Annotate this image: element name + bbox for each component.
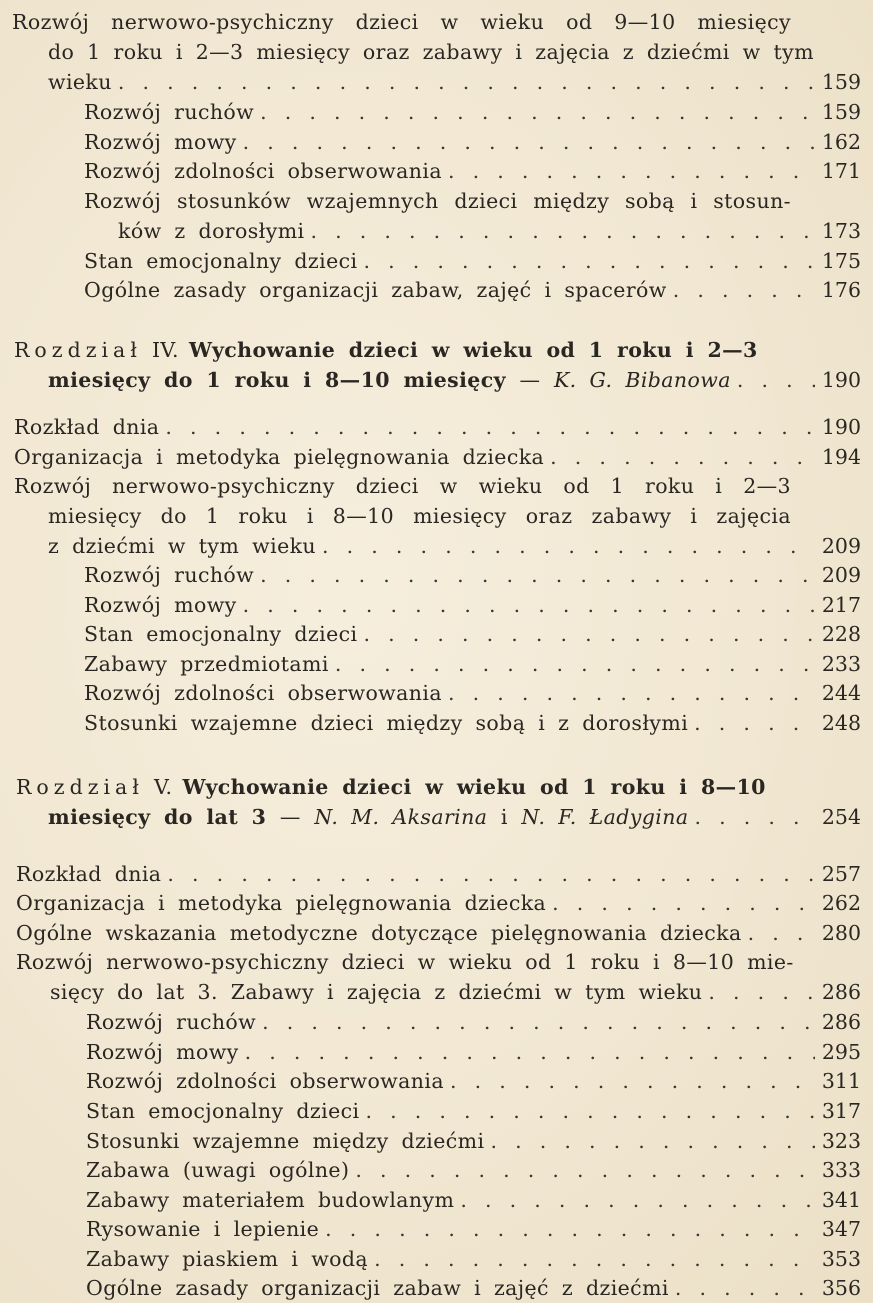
- toc-entry-text: Ogólne zasady organizacji zabaw, zajęć i spacerów: [84, 278, 667, 302]
- dot-leader: [702, 977, 815, 1007]
- chapter-heading[interactable]: [0, 335, 873, 395]
- chapter-number: IV.: [151, 338, 179, 362]
- toc-entry-text: Stosunki wzajemne między dziećmi: [86, 1129, 485, 1153]
- dash: —: [279, 805, 301, 829]
- toc-entry-text: Stan emocjonalny dzieci: [86, 1099, 360, 1123]
- page-number: 295: [821, 1040, 861, 1064]
- page-number: 257: [821, 862, 861, 886]
- dot-leader: [254, 97, 815, 127]
- chapter-label: Rozdział: [16, 775, 144, 799]
- page-number: 194: [821, 445, 861, 469]
- dot-leader: [442, 678, 815, 708]
- chapter-title-line: [48, 365, 731, 395]
- dot-leader: [349, 1155, 815, 1185]
- chapter-label: Rozdział: [14, 338, 142, 362]
- toc-entry-text: Rozkład dnia: [16, 862, 162, 886]
- page-number: 190: [821, 415, 861, 439]
- chapter-title: Wychowanie dzieci w wieku od 1 roku i 2—3: [188, 338, 758, 362]
- dot-leader: [731, 365, 815, 395]
- toc-entry-text: Zabawy piaskiem i wodą: [86, 1247, 369, 1271]
- chapter-authors: N. M. Aksarina: [314, 805, 488, 829]
- toc-entry[interactable]: [0, 412, 873, 442]
- toc-entry-text: Rysowanie i lepienie: [86, 1217, 320, 1241]
- dot-leader: [359, 1096, 815, 1126]
- toc-entry[interactable]: [0, 471, 873, 561]
- dash: —: [519, 368, 541, 392]
- dot-leader: [316, 531, 815, 561]
- toc-entry[interactable]: [0, 186, 873, 246]
- toc-entry[interactable]: [0, 275, 873, 305]
- dot-leader: [319, 1214, 815, 1244]
- toc-entry[interactable]: [0, 1214, 873, 1244]
- toc-entry[interactable]: [0, 1037, 873, 1067]
- toc-entry-text: miesięcy do 1 roku i 8—10 miesięcy oraz zabawy i zajęcia: [48, 504, 791, 528]
- page-number: 280: [821, 921, 861, 945]
- toc-entry[interactable]: [0, 560, 873, 590]
- dot-leader: [484, 1126, 815, 1156]
- toc-entry[interactable]: [0, 1273, 873, 1303]
- toc-entry-text: wieku: [48, 70, 112, 94]
- toc-entry[interactable]: [0, 1007, 873, 1037]
- toc-entry-text: Rozwój nerwowo-psychiczny dzieci w wieku od 9—10 miesięcy: [12, 10, 791, 34]
- toc-entry[interactable]: [0, 678, 873, 708]
- toc-entry[interactable]: [0, 1126, 873, 1156]
- dot-leader: [256, 1007, 815, 1037]
- page-number: 171: [821, 159, 861, 183]
- toc-entry[interactable]: [0, 918, 873, 948]
- toc-entry-text: Rozwój mowy: [84, 593, 237, 617]
- chapter-title-line: [14, 335, 758, 365]
- toc-entry[interactable]: [0, 590, 873, 620]
- dot-leader: [161, 859, 815, 889]
- toc-entry-text: Organizacja i metodyka pielęgnowania dziecka: [16, 891, 547, 915]
- page-number: 209: [821, 534, 861, 558]
- toc-entry[interactable]: [0, 246, 873, 276]
- toc-entry-text: sięcy do lat 3. Zabawy i zajęcia z dziećmi w tym wieku: [50, 980, 703, 1004]
- toc-entry-text: Rozwój nerwowo-psychiczny dzieci w wieku od 1 roku i 2—3: [14, 474, 791, 498]
- dot-leader: [544, 442, 815, 472]
- dot-leader: [688, 708, 815, 738]
- toc-entry[interactable]: [0, 156, 873, 186]
- chapter-title: miesięcy do 1 roku i 8—10 miesięcy: [48, 368, 506, 392]
- page-number: 217: [821, 593, 861, 617]
- page-number: 176: [821, 278, 861, 302]
- chapter-heading[interactable]: [0, 772, 873, 832]
- page-number: 173: [821, 219, 861, 243]
- chapter-title-line: [16, 772, 766, 802]
- page-number: 209: [821, 563, 861, 587]
- toc-entry-text: Stan emocjonalny dzieci: [84, 622, 358, 646]
- page-number: 317: [821, 1099, 861, 1123]
- page-number: 286: [821, 1010, 861, 1034]
- dot-leader: [239, 1037, 815, 1067]
- toc-entry-text: Rozkład dnia: [14, 415, 160, 439]
- dot-leader: [667, 275, 815, 305]
- toc-entry[interactable]: [0, 708, 873, 738]
- page-number: 228: [821, 622, 861, 646]
- chapter-title: miesięcy do lat 3: [48, 805, 267, 829]
- toc-entry-text: Rozwój ruchów: [86, 1010, 257, 1034]
- dot-leader: [112, 67, 815, 97]
- dot-leader: [329, 649, 815, 679]
- page-number: 341: [821, 1188, 861, 1212]
- toc-entry[interactable]: [0, 442, 873, 472]
- page-number: 347: [821, 1217, 861, 1241]
- dot-leader: [237, 127, 815, 157]
- toc-entry[interactable]: [0, 1185, 873, 1215]
- dot-leader: [357, 619, 815, 649]
- toc-entry[interactable]: [0, 649, 873, 679]
- dot-leader: [444, 1066, 815, 1096]
- toc-entry-text: Ogólne wskazania metodyczne dotyczące pielęgnowania dziecka: [16, 921, 742, 945]
- toc-entry-text: Rozwój zdolności obserwowania: [84, 681, 442, 705]
- dot-leader: [357, 246, 815, 276]
- toc-entry-text: Zabawy materiałem budowlanym: [86, 1188, 455, 1212]
- toc-entry[interactable]: [0, 947, 873, 1007]
- toc-entry[interactable]: [0, 1096, 873, 1126]
- page-number: 190: [821, 368, 861, 392]
- page-number: 286: [821, 980, 861, 1004]
- page-number: 233: [821, 652, 861, 676]
- page-number: 262: [821, 891, 861, 915]
- toc-entry-text: Zabawy przedmiotami: [84, 652, 329, 676]
- toc-entry-text: Stosunki wzajemne dzieci między sobą i z dorosłymi: [84, 711, 689, 735]
- toc-entry-text: Stan emocjonalny dzieci: [84, 249, 358, 273]
- page-number: 162: [821, 130, 861, 154]
- dot-leader: [237, 590, 815, 620]
- toc-entry-text: Rozwój zdolności obserwowania: [84, 159, 442, 183]
- dot-leader: [454, 1185, 815, 1215]
- dot-leader: [442, 156, 815, 186]
- toc-entry-text: Rozwój ruchów: [84, 100, 255, 124]
- dot-leader: [368, 1244, 815, 1274]
- dot-leader: [742, 918, 815, 948]
- page-number: 356: [821, 1276, 861, 1300]
- dot-leader: [546, 888, 815, 918]
- toc-entry-text: Organizacja i metodyka pielęgnowania dziecka: [14, 445, 545, 469]
- page-number: 333: [821, 1158, 861, 1182]
- toc-entry-text: Rozwój ruchów: [84, 563, 255, 587]
- toc-entry[interactable]: [0, 1066, 873, 1096]
- toc-entry[interactable]: [0, 619, 873, 649]
- chapter-authors: N. F. Ładygina: [521, 805, 689, 829]
- dot-leader: [254, 560, 815, 590]
- toc-entry[interactable]: [0, 7, 873, 97]
- toc-entry-text: Rozwój mowy: [86, 1040, 239, 1064]
- toc-entry-text: Ogólne zasady organizacji zabaw i zajęć z dziećmi: [86, 1276, 669, 1300]
- toc-entry-text: Zabawa (uwagi ogólne): [86, 1158, 350, 1182]
- dot-leader: [689, 802, 816, 832]
- dot-leader: [305, 216, 816, 246]
- toc-entry-text: Rozwój nerwowo-psychiczny dzieci w wieku od 1 roku i 8—10 mie-: [16, 950, 794, 974]
- page-number: 353: [821, 1247, 861, 1271]
- page-number: 175: [821, 249, 861, 273]
- toc-entry-text: z dziećmi w tym wieku: [48, 534, 317, 558]
- chapter-title: Wychowanie dzieci w wieku od 1 roku i 8—10: [182, 775, 766, 799]
- page-number: 244: [821, 681, 861, 705]
- toc-entry[interactable]: [0, 888, 873, 918]
- toc-entry-text: do 1 roku i 2—3 miesięcy oraz zabawy i zajęcia z dziećmi w tym: [48, 40, 815, 64]
- chapter-number: V.: [153, 775, 173, 799]
- dot-leader: [669, 1273, 815, 1303]
- toc-entry[interactable]: [0, 1244, 873, 1274]
- toc-entry-text: Rozwój mowy: [84, 130, 237, 154]
- page-number: 248: [821, 711, 861, 735]
- dot-leader: [159, 412, 815, 442]
- conjunction: i: [500, 805, 508, 829]
- toc-entry[interactable]: [0, 97, 873, 127]
- page-number: 323: [821, 1129, 861, 1153]
- toc-entry[interactable]: [0, 1155, 873, 1185]
- page-number: 254: [821, 805, 861, 829]
- chapter-title-line: [48, 802, 689, 832]
- toc-entry-text: Rozwój stosunków wzajemnych dzieci między sobą i stosun-: [84, 189, 791, 213]
- toc-entry-text: Rozwój zdolności obserwowania: [86, 1069, 444, 1093]
- chapter-authors: K. G. Bibanowa: [553, 368, 731, 392]
- page-number: 159: [821, 100, 861, 124]
- toc-entry[interactable]: [0, 859, 873, 889]
- page-number: 159: [821, 70, 861, 94]
- toc-entry-text: ków z dorosłymi: [118, 219, 305, 243]
- page-number: 311: [821, 1069, 861, 1093]
- toc-entry[interactable]: [0, 127, 873, 157]
